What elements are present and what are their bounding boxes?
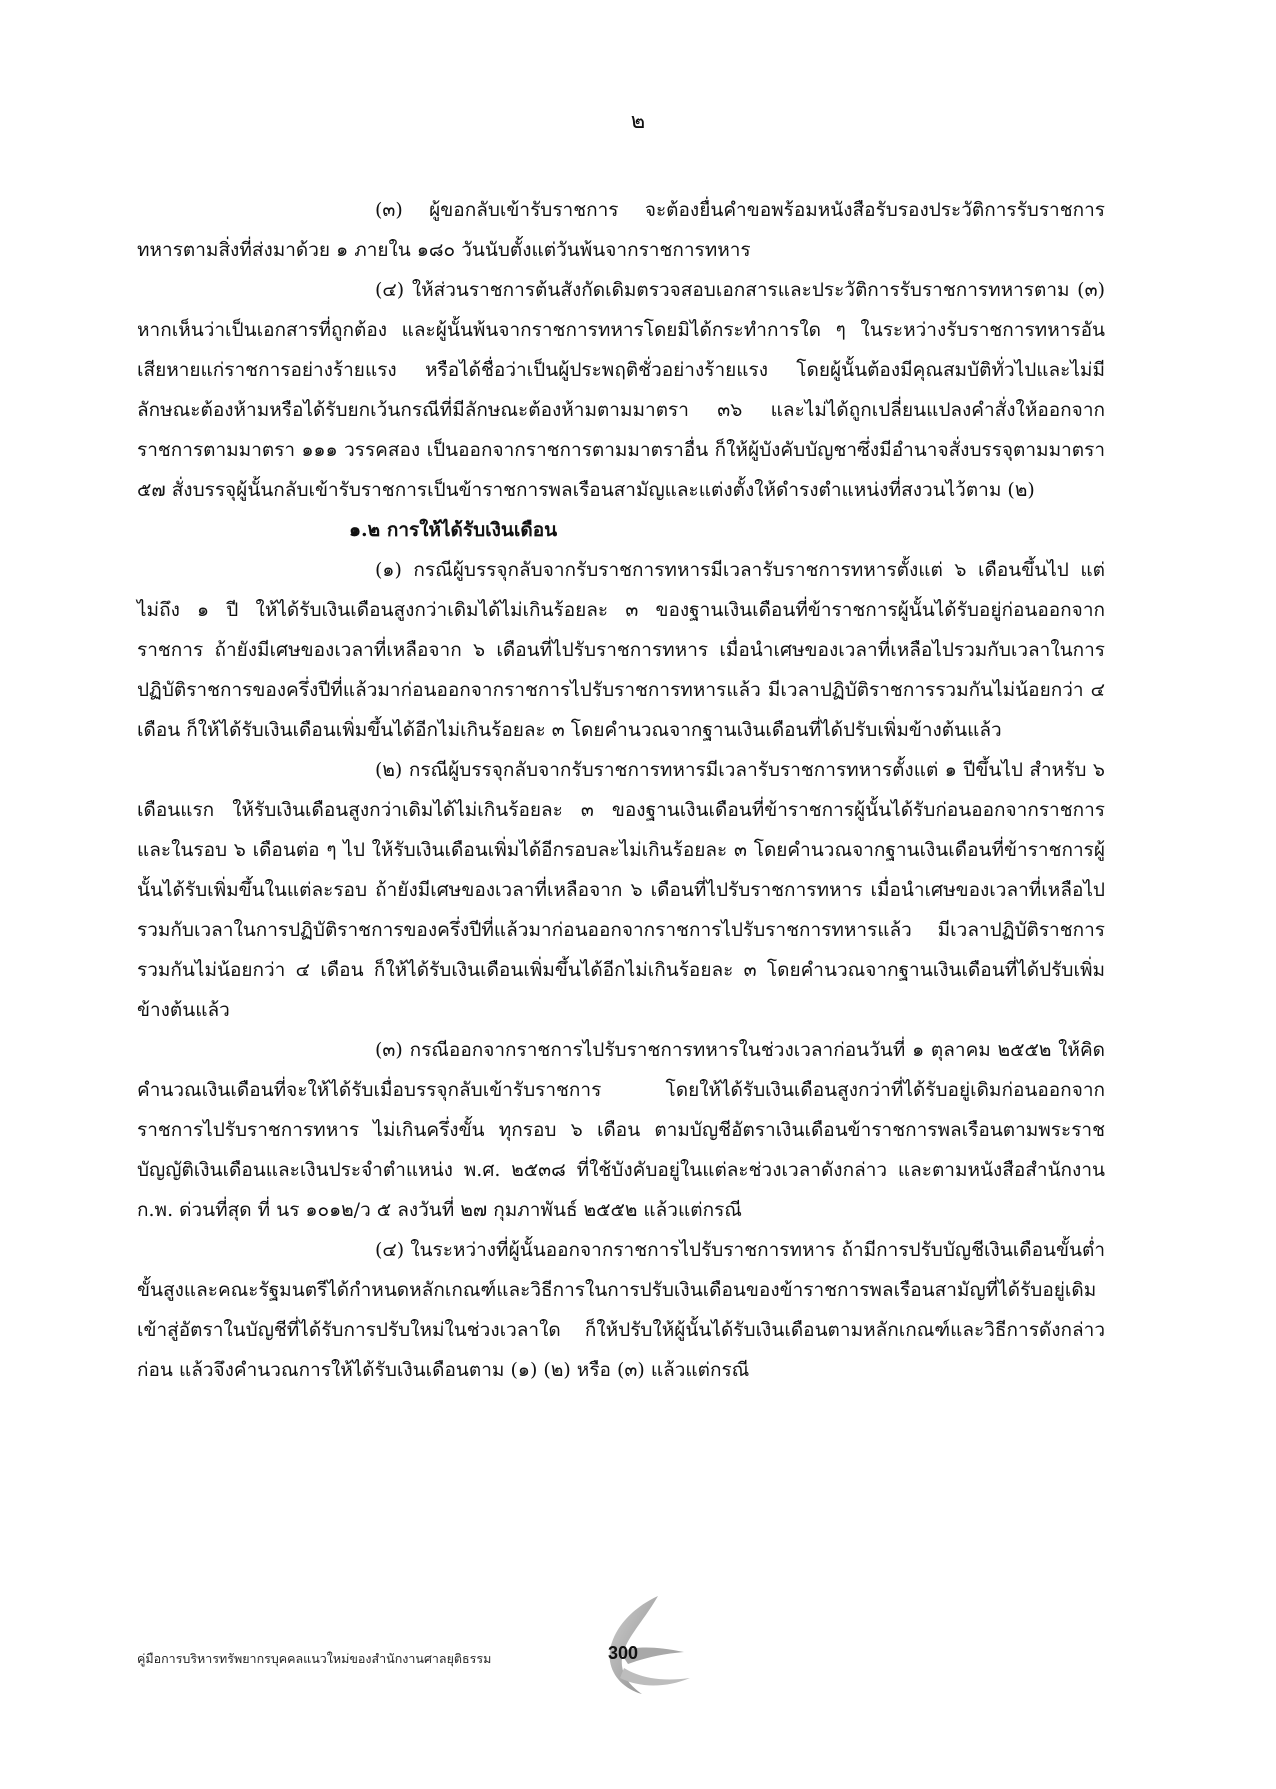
page-number: ๒ (630, 109, 646, 134)
paragraph-salary-1: (๑) กรณีผู้บรรจุกลับจากรับราชการทหารมีเวลารับราชการทหารตั้งแต่ ๖ เดือนขึ้นไป แต่ไม่ถึง ๑ ปี ให้ได้รับเงินเดือนสูงกว่าเดิมได้ไม่เกินร้อยละ ๓ ของฐานเงินเดือนที่ข้าราชการผู้นั้นได้รับอยู่ก่อนออกจากราชการ ถ้ายังมีเศษของเวลาที่เหลือจาก ๖ เดือนที่ไปรับราชการทหาร เมื่อนำเศษของเวลาที่เหลือไปรวมกับเวลาในการปฏิบัติราชการของครึ่งปีที่แล้วมาก่อนออกจากราชการไปรับราชการทหารแล้ว มีเวลาปฏิบัติราชการรวมกันไม่น้อยกว่า ๔ เดือน ก็ให้ได้รับเงินเดือนเพิ่มขึ้นได้อีกไม่เกินร้อยละ ๓ โดยคำนวณจากฐานเงินเดือนที่ได้ปรับเพิ่มข้างต้นแล้ว (137, 559, 1105, 741)
footer-title: คู่มือการบริหารทรัพยากรบุคคลแนวใหม่ของสำนักงานศาลยุติธรรม (137, 1651, 492, 1666)
swoosh-logo-icon (580, 1590, 700, 1700)
paragraph-salary-4: (๔) ในระหว่างที่ผู้นั้นออกจากราชการไปรับราชการทหาร ถ้ามีการปรับบัญชีเงินเดือนขั้นต่ำขั้นสูงและคณะรัฐมนตรีได้กำหนดหลักเกณฑ์และวิธีการในการปรับเงินเดือนของข้าราชการพลเรือนสามัญที่ได้รับอยู่เดิมเข้าสู่อัตราในบัญชีที่ได้รับการปรับใหม่ในช่วงเวลาใด ก็ให้ปรับให้ผู้นั้นได้รับเงินเดือนตามหลักเกณฑ์และวิธีการดังกล่าวก่อน แล้วจึงคำนวณการให้ได้รับเงินเดือนตาม (๑) (๒) หรือ (๓) แล้วแต่กรณี (137, 1239, 1105, 1381)
paragraph-3-reapply: (๓) ผู้ขอกลับเข้ารับราชการ จะต้องยื่นคำขอพร้อมหนังสือรับรองประวัติการรับราชการทหารตามสิ่งที่ส่งมาด้วย ๑ ภายใน ๑๘๐ วันนับตั้งแต่วันพ้นจากราชการทหาร (137, 199, 1105, 261)
paragraph-4-verification: (๔) ให้ส่วนราชการต้นสังกัดเดิมตรวจสอบเอกสารและประวัติการรับราชการทหารตาม (๓) หากเห็นว่าเป็นเอกสารที่ถูกต้อง และผู้นั้นพ้นจากราชการทหารโดยมิได้กระทำการใด ๆ ในระหว่างรับราชการทหารอันเสียหายแก่ราชการอย่างร้ายแรง หรือได้ชื่อว่าเป็นผู้ประพฤติชั่วอย่างร้ายแรง โดยผู้นั้นต้องมีคุณสมบัติทั่วไปและไม่มีลักษณะต้องห้ามหรือได้รับยกเว้นกรณีที่มีลักษณะต้องห้ามตามมาตรา ๓๖ และไม่ได้ถูกเปลี่ยนแปลงคำสั่งให้ออกจากราชการตามมาตรา ๑๑๑ วรรคสอง เป็นออกจากราชการตามมาตราอื่น ก็ให้ผู้บังคับบัญชาซึ่งมีอำนาจสั่งบรรจุตามมาตรา ๕๗ สั่งบรรจุผู้นั้นกลับเข้ารับราชการเป็นข้าราชการพลเรือนสามัญและแต่งตั้งให้ดำรงตำแหน่งที่สงวนไว้ตาม (๒) (137, 279, 1105, 501)
paragraph-salary-2: (๒) กรณีผู้บรรจุกลับจากรับราชการทหารมีเวลารับราชการทหารตั้งแต่ ๑ ปีขึ้นไป สำหรับ ๖ เดือนแรก ให้รับเงินเดือนสูงกว่าเดิมได้ไม่เกินร้อยละ ๓ ของฐานเงินเดือนที่ข้าราชการผู้นั้นได้รับก่อนออกจากราชการ และในรอบ ๖ เดือนต่อ ๆ ไป ให้รับเงินเดือนเพิ่มได้อีกรอบละไม่เกินร้อยละ ๓ โดยคำนวณจากฐานเงินเดือนที่ข้าราชการผู้นั้นได้รับเพิ่มขึ้นในแต่ละรอบ ถ้ายังมีเศษของเวลาที่เหลือจาก ๖ เดือนที่ไปรับราชการทหาร เมื่อนำเศษของเวลาที่เหลือไปรวมกับเวลาในการปฏิบัติราชการของครึ่งปีที่แล้วมาก่อนออกจากราชการไปรับราชการทหารแล้ว มีเวลาปฏิบัติราชการรวมกันไม่น้อยกว่า ๔ เดือน ก็ให้ได้รับเงินเดือนเพิ่มขึ้นได้อีกไม่เกินร้อยละ ๓ โดยคำนวณจากฐานเงินเดือนที่ได้ปรับเพิ่มข้างต้นแล้ว (137, 759, 1105, 1021)
section-heading-salary: ๑.๒ การให้ได้รับเงินเดือน (349, 519, 558, 541)
document-body (137, 190, 1105, 1390)
paragraph-salary-3: (๓) กรณีออกจากราชการไปรับราชการทหารในช่วงเวลาก่อนวันที่ ๑ ตุลาคม ๒๕๕๒ ให้คิดคำนวณเงินเดือนที่จะให้ได้รับเมื่อบรรจุกลับเข้ารับราชการ โดยให้ได้รับเงินเดือนสูงกว่าที่ได้รับอยู่เดิมก่อนออกจากราชการไปรับราชการทหาร ไม่เกินครึ่งขั้น ทุกรอบ ๖ เดือน ตามบัญชีอัตราเงินเดือนข้าราชการพลเรือนตามพระราชบัญญัติเงินเดือนและเงินประจำตำแหน่ง พ.ศ. ๒๕๓๘ ที่ใช้บังคับอยู่ในแต่ละช่วงเวลาดังกล่าว และตามหนังสือสำนักงาน ก.พ. ด่วนที่สุด ที่ นร ๑๐๑๒/ว ๕ ลงวันที่ ๒๗ กุมภาพันธ์ ๒๕๕๒ แล้วแต่กรณี (137, 1039, 1105, 1221)
footer-page-number: 300 (608, 1643, 639, 1663)
